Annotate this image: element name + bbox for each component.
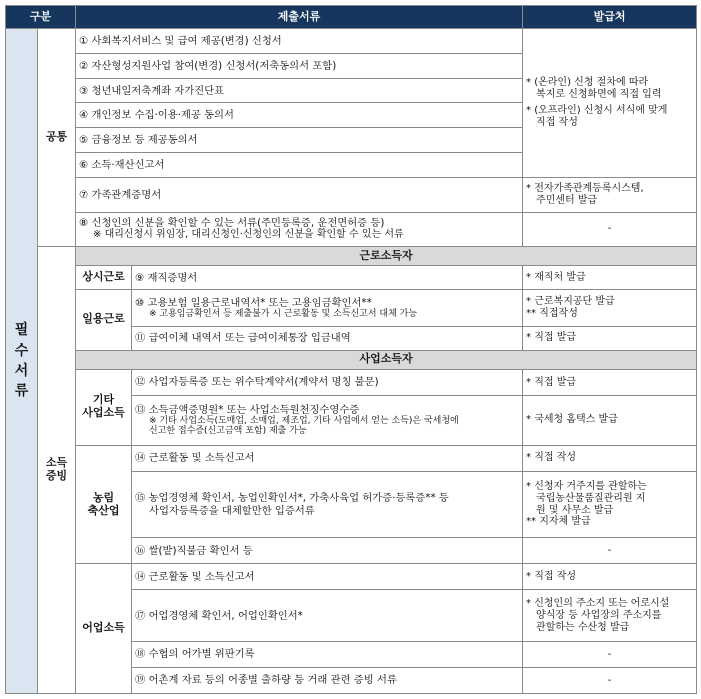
common-doc-7: ⑦ 가족관계증명서 — [76, 177, 523, 212]
daily-issuer-line-2: ** 직접작성 — [526, 308, 578, 320]
id-doc-issuer: - — [523, 212, 697, 247]
main-category-char: 서 — [14, 363, 29, 379]
other-business-label — [76, 370, 132, 446]
table-row — [6, 370, 697, 396]
withholding-doc-text: ⑬ 소득금액증명원* 또는 사업소득원천징수영수증 — [135, 403, 360, 416]
family-issuer-line-1: * 전자가족관계등록시스템, — [526, 182, 644, 194]
shipment-ledger-issuer: - — [523, 668, 697, 694]
rice-doc: ⑯ 쌀(밭)직불금 확인서 등 — [132, 538, 523, 564]
daily-doc-note: ※ 고용임금확인서 등 제출불가 시 근로활동 및 소득신고서 대체 가능 — [149, 308, 418, 319]
table-row — [6, 564, 697, 590]
common-doc-3: ③ 청년내일저축계좌 자가진단표 — [76, 78, 523, 103]
farm-cert-issuer-line-3: 원 및 사무소 발급 — [536, 504, 614, 516]
daily-work-doc — [132, 290, 523, 327]
fishery-label: 어업소득 — [76, 564, 132, 694]
main-category-char: 수 — [14, 342, 29, 359]
common-doc-4: ④ 개인정보 수집·이용·제공 동의서 — [76, 103, 523, 128]
farm-label — [76, 445, 132, 564]
business-income-banner: 사업소득자 — [76, 350, 697, 369]
issuer-online-line-1: * (온라인) 신청 절차에 따라 — [526, 77, 649, 89]
farm-label-line-2: 축산업 — [87, 503, 120, 517]
farm-cert-issuer-line-2: 국립농산물품질관리원 지 — [536, 492, 646, 504]
earned-income-banner: 근로소득자 — [76, 247, 697, 266]
header-category: 구분 — [6, 6, 76, 29]
family-issuer-line-2: 주민센터 발급 — [536, 194, 598, 206]
farm-activity-issuer: * 직접 작성 — [523, 445, 697, 471]
other-label-line-1: 기타 — [92, 393, 115, 407]
regular-work-label: 상시근로 — [76, 266, 132, 290]
withholding-issuer: * 국세청 홈택스 발급 — [523, 395, 697, 445]
issuer-online-line-2: 복지로 신청화면에 직접 입력 — [536, 89, 662, 101]
common-issuer — [523, 29, 697, 178]
farm-cert-doc-line-1: ⑮ 농업경영체 확인서, 농업인확인서*, 가축사육업 허가증·등록증** 등 — [135, 492, 449, 505]
biz-reg-doc: ⑫ 사업자등록증 또는 위수탁계약서(계약서 명칭 불문) — [132, 370, 523, 396]
catch-record-doc: ⑱ 수협의 어가별 위판기록 — [132, 642, 523, 668]
daily-work-label: 일용근로 — [76, 290, 132, 350]
table-row — [6, 290, 697, 327]
common-doc-8 — [76, 212, 523, 247]
farm-cert-issuer — [523, 471, 697, 538]
family-cert-issuer — [523, 177, 697, 212]
table-row — [6, 445, 697, 471]
other-label-line-2: 사업소득 — [82, 406, 125, 420]
fish-activity-doc: ⑭ 근로활동 및 소득신고서 — [132, 564, 523, 590]
income-proof-label — [38, 247, 76, 694]
common-doc-5: ⑤ 금융정보 등 제공동의서 — [76, 128, 523, 153]
id-doc-text: ⑧ 신청인의 신분을 확인할 수 있는 서류(주민등록증, 운전면허증 등) — [79, 217, 385, 230]
farm-activity-doc: ⑭ 근로활동 및 소득신고서 — [132, 445, 523, 471]
fish-cert-issuer-line-3: 관할하는 수산청 발급 — [536, 621, 630, 633]
farm-cert-doc-line-2: 사업자등록증을 대체할만한 입증서류 — [149, 504, 315, 517]
regular-work-doc: ⑨ 재직증명서 — [132, 266, 523, 290]
income-label-line-1: 소득 — [45, 456, 68, 470]
farm-cert-issuer-line-1: * 신청자 거주지를 관할하는 — [526, 480, 647, 492]
biz-reg-issuer: * 직접 발급 — [523, 370, 697, 396]
fish-cert-issuer-line-1: * 신청인의 주소지 또는 어로시설 — [526, 597, 670, 609]
header-issuer: 발급처 — [523, 6, 697, 29]
table-row — [6, 350, 697, 369]
farm-cert-doc — [132, 471, 523, 538]
withholding-note-2: 신고한 접수증(신고금액 포함) 제출 가능 — [149, 426, 307, 437]
common-doc-1: ① 사회복지서비스 및 급여 제공(변경) 신청서 — [76, 29, 523, 54]
common-doc-2: ② 자산형성지원사업 참여(변경) 신청서(저축동의서 포함) — [76, 53, 523, 78]
fish-activity-issuer: * 직접 작성 — [523, 564, 697, 590]
transfer-doc: ⑪ 급여이체 내역서 또는 급여이체통장 입금내역 — [132, 326, 523, 350]
table-row — [6, 247, 697, 266]
table-row — [6, 29, 697, 54]
table-row — [6, 266, 697, 290]
required-documents-label — [6, 29, 38, 694]
issuer-offline-line-1: * (오프라인) 신청시 서식에 맞게 — [526, 104, 668, 116]
daily-work-issuer — [523, 290, 697, 327]
daily-issuer-line-1: * 근로복지공단 발급 — [526, 296, 615, 308]
main-category-char: 류 — [14, 383, 29, 400]
daily-doc-text: ⑩ 고용보험 일용근로내역서* 또는 고용임금확인서** — [135, 296, 372, 309]
farm-cert-issuer-line-4: ** 지자체 발급 — [526, 516, 591, 528]
fish-cert-issuer-line-2: 양식장 등 사업장의 주소지를 — [536, 609, 662, 621]
withholding-doc — [132, 395, 523, 445]
rice-issuer: - — [523, 538, 697, 564]
issuer-offline-line-2: 직접 작성 — [536, 116, 578, 128]
income-label-line-2: 증빙 — [45, 469, 68, 483]
shipment-ledger-doc: ⑲ 어촌계 자료 등의 어종별 출하량 등 거래 관련 증빙 서류 — [132, 668, 523, 694]
table-row — [6, 177, 697, 212]
required-documents-table — [5, 5, 697, 694]
fish-cert-doc: ⑰ 어업경영체 확인서, 어업인확인서* — [132, 590, 523, 642]
farm-label-line-1: 농림 — [92, 490, 115, 504]
table-header-row — [6, 6, 697, 29]
transfer-issuer: * 직접 발급 — [523, 326, 697, 350]
common-label: 공통 — [38, 29, 76, 247]
main-category-char: 필 — [14, 322, 29, 339]
fish-cert-issuer — [523, 590, 697, 642]
id-doc-note: ※ 대리신청시 위임장, 대리신청인·신청인의 신분을 확인할 수 있는 서류 — [93, 229, 404, 241]
document-table-wrapper — [5, 5, 696, 694]
common-doc-6: ⑥ 소득·재산신고서 — [76, 153, 523, 178]
table-row — [6, 212, 697, 247]
withholding-note-1: ※ 기타 사업소득(도매업, 소매업, 제조업, 기타 사업에서 얻는 소득)은 국세청에 — [149, 415, 459, 426]
header-documents: 제출서류 — [76, 6, 523, 29]
catch-record-issuer: - — [523, 642, 697, 668]
regular-work-issuer: * 재직처 발급 — [523, 266, 697, 290]
